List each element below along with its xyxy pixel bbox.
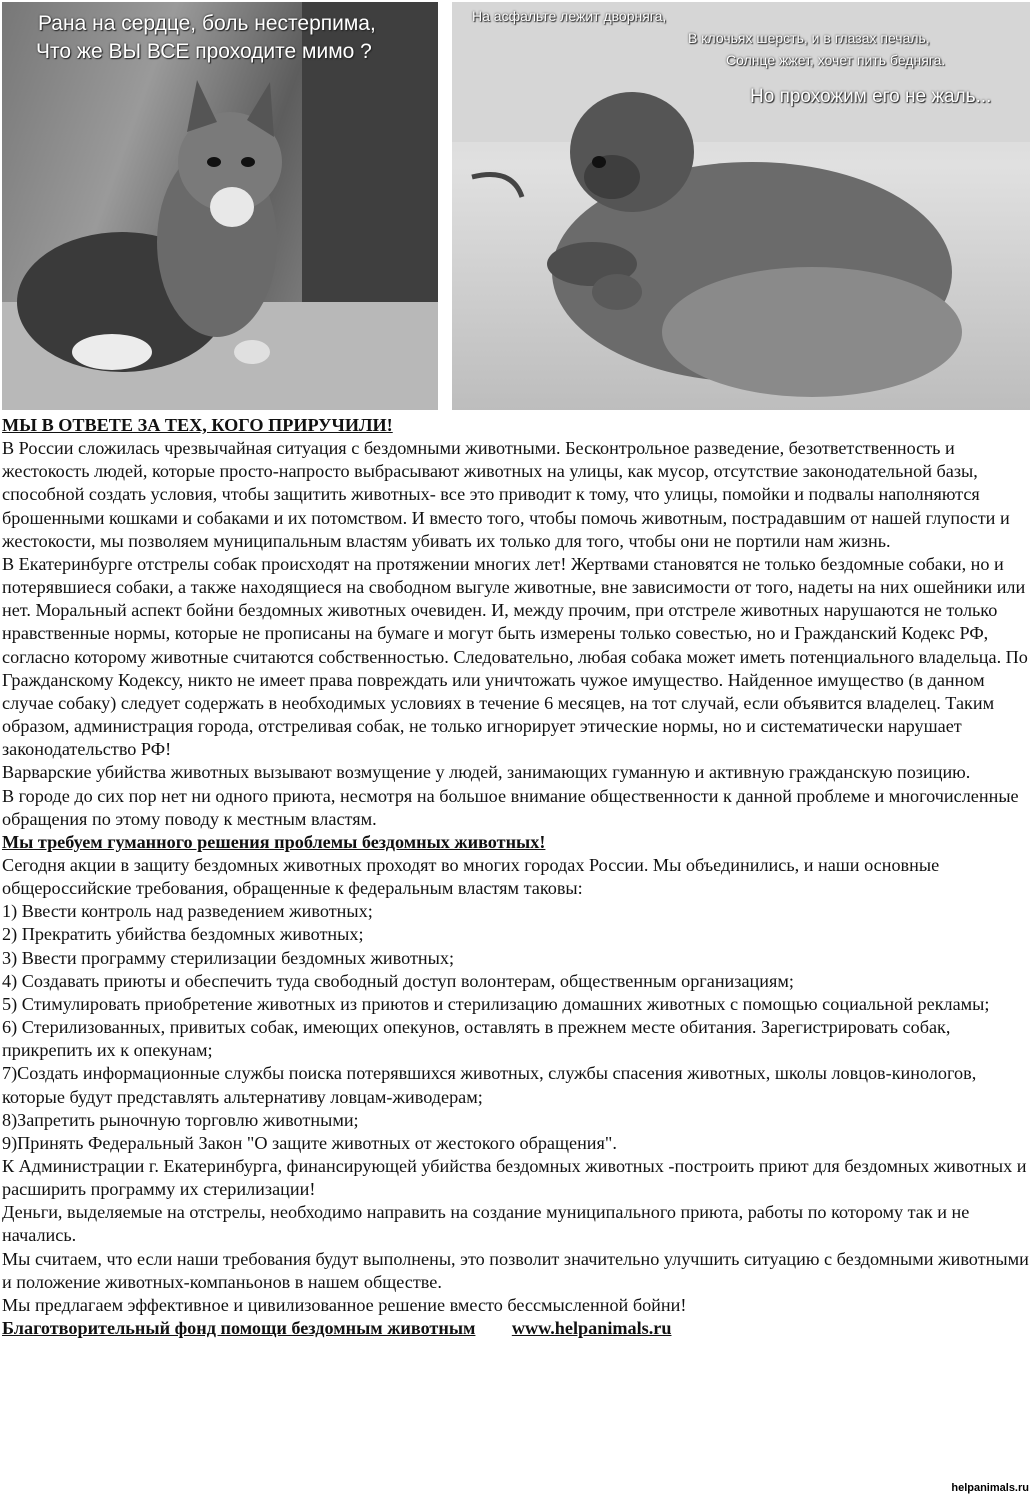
demand-item: 2) Прекратить убийства бездомных животных; [2,924,364,945]
photo-strip [0,0,1035,410]
dog-photo [452,2,1030,410]
footer-signature [2,1317,1032,1340]
cat-photo [2,2,438,410]
dog-caption-line-2: В клочьях шерсть, и в глазах печаль, [688,30,930,46]
demand-item: 9)Принять Федеральный Закон "О защите животных от жестокого обращения". [2,1132,617,1153]
paragraph-money: Деньги, выделяемые на отстрелы, необходимо направить на создание муниципального приюта, работы по которому так и не начались. [2,1202,970,1246]
demand-item: 4) Создавать приюты и обеспечить туда свободный доступ волонтерам, общественным организациям; [2,970,794,991]
cat-caption-line-1: Рана на сердце, боль нестерпима, [38,12,376,35]
watermark: helpanimals.ru [951,1482,1029,1494]
dog-caption-line-4: Но прохожим его не жаль... [750,86,992,107]
dog-caption-line-1: На асфальте лежит дворняга, [472,8,667,24]
paragraph-ekaterinburg: В Екатеринбурге отстрелы собак происходят на протяжении многих лет! Жертвами становятся не только бездомные собаки, но и потерявшиеся собаки, а также находящиеся на свободном выгуле животные, вне зависимости от того, надеты на них ошейники или нет. Моральный аспект бойни бездомных животных очевиден. И, между прочим, при отстреле животных нарушаются не только нравственные нормы, которые не прописаны на бумаге и могут быть измерены только совестью, но и Гражданский Кодекс РФ, согласно которому животные считаются собственностью. Следовательно, любая собака может иметь потенциального владельца. По Гражданскому Кодексу, никто не имеет права повреждать или уничтожать чужое имущество. Найденное имущество (в данном случае собаку) следует содержать в необходимых условиях в течение 6 месяцев, на тот случай, если объявится владелец. Таким образом, администрация города, отстреливая собак, не только игнорирует этические нормы, но и систематически нарушает законодательство РФ! [2,553,1028,760]
demand-item: 8)Запретить рыночную торговлю животными; [2,1109,359,1130]
article-heading: МЫ В ОТВЕТЕ ЗА ТЕХ, КОГО ПРИРУЧИЛИ! [2,415,393,435]
paragraph-believe: Мы считаем, что если наши требования будут выполнены, это позволит значительно улучшить ситуацию с бездомными животными и положение животных-компаньонов в нашем обществе. [2,1248,1029,1292]
dog-caption-line-3: Солнце жжет, хочет пить бедняга. [726,52,946,68]
foundation-name: Благотворительный фонд помощи бездомным животным [2,1318,476,1339]
paragraph-outrage: Варварские убийства животных вызывают возмущение у людей, занимающих гуманную и активную гражданскую позицию. [2,762,971,783]
demand-item: 5) Стимулировать приобретение животных из приютов и стерилизацию домашних животных с помощью социальной рекламы; [2,993,990,1014]
paragraph-administration: К Администрации г. Екатеринбурга, финансирующей убийства бездомных животных -построить приют для бездомных животных и расширить программу их стерилизации! [2,1156,1027,1200]
cat-caption-line-2: Что же ВЫ ВСЕ проходите мимо ? [36,40,372,63]
paragraph-situation: В России сложилась чрезвычайная ситуация с бездомными животными. Бесконтрольное разведение, безответственность и жестокость людей, которые просто-напросто выбрасывают животных на улицы, как мусор, отсутствие законодательной базы, способной создать условия, чтобы защитить животных- все это приводит к тому, что улицы, помойки и подвалы наполняются брошенными кошками и собаками и их потомством. И вместо того, чтобы помочь животным, пострадавшим от нашей глупости и жестокости, мы позволяем муниципальным властям убивать их только для того, чтобы они не портили нам жизнь. [2,438,1010,551]
demand-item: 1) Ввести контроль над разведением животных; [2,901,373,922]
demand-item: 6) Стерилизованных, привитых собак, имеющих опекунов, оставлять в прежнем месте обитания. Зарегистрировать собак, прикрепить их к опекунам; [2,1017,951,1061]
website-link[interactable]: www.helpanimals.ru [511,1318,672,1339]
paragraph-offer: Мы предлагаем эффективное и цивилизованное решение вместо бессмысленной бойни! [2,1294,687,1315]
demand-heading: Мы требуем гуманного решения проблемы бездомных животных! [2,831,546,852]
demand-item: 3) Ввести программу стерилизации бездомных животных; [2,947,455,968]
article-body [2,414,1032,1340]
paragraph-no-shelter: В городе до сих пор нет ни одного приюта, несмотря на большое внимание общественности к данной проблеме и многочисленные обращения по этому поводу к местным властям. [2,785,1019,829]
paragraph-actions: Сегодня акции в защиту бездомных животных проходят во многих городах России. Мы объединились, и наши основные общероссийские требования, обращенные к федеральным властям таковы: [2,854,940,899]
demand-item: 7)Создать информационные службы поиска потерявшихся животных, службы спасения животных, школы ловцов-кинологов, которые будут представлять альтернативу ловцам-живодерам; [2,1063,977,1107]
